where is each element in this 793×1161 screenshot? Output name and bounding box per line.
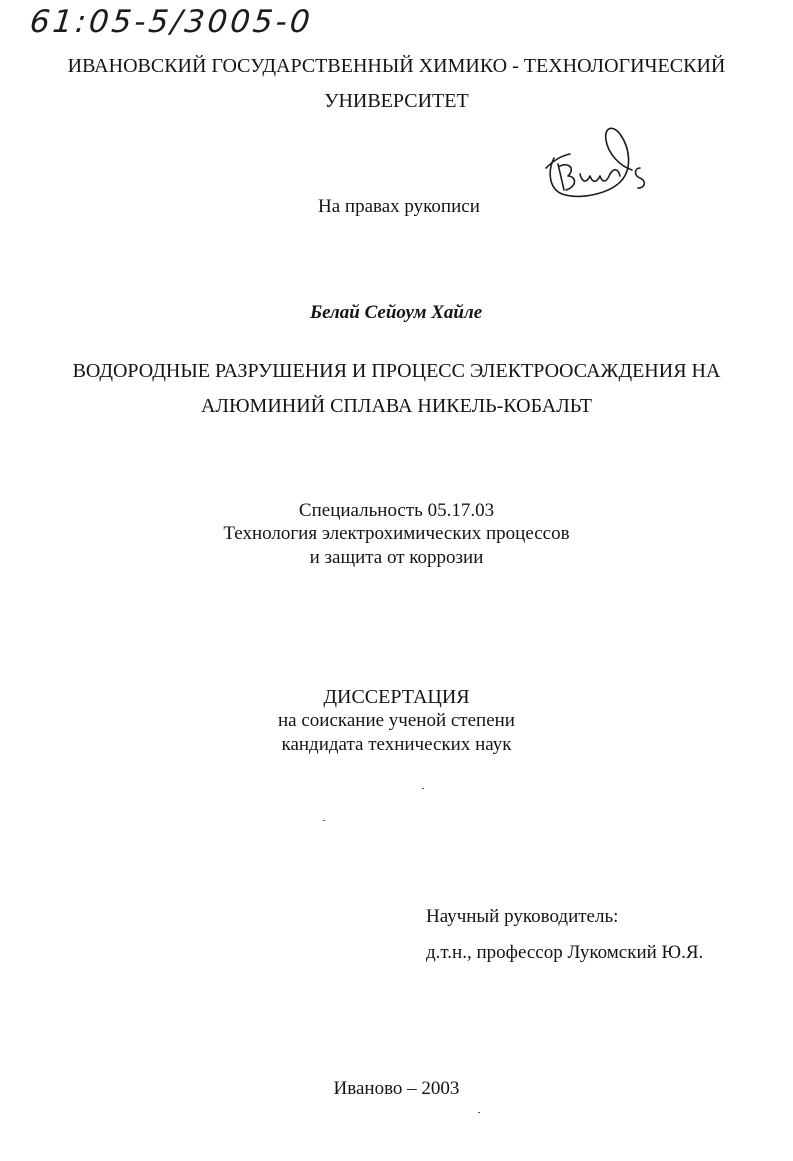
signature [540, 118, 658, 208]
city-year: Иваново – 2003 [333, 1078, 460, 1099]
work-type-field: кандидата технических наук [281, 734, 512, 755]
work-type-label: ДИССЕРТАЦИЯ [323, 686, 470, 708]
institution-line-1: ИВАНОВСКИЙ ГОСУДАРСТВЕННЫЙ ХИМИКО - ТЕХНОЛОГИЧЕСКИЙ [67, 55, 726, 77]
specialty-code: Специальность 05.17.03 [298, 500, 495, 521]
manuscript-note: На правах рукописи [318, 196, 480, 217]
archive-code: 61:05-5/3005-0 [28, 4, 315, 40]
author-name: Белай Сейоум Хайле [310, 302, 483, 323]
title-line-1: ВОДОРОДНЫЕ РАЗРУШЕНИЯ И ПРОЦЕСС ЭЛЕКТРООСАЖДЕНИЯ НА [72, 360, 721, 382]
supervisor-label: Научный руководитель: [426, 906, 619, 927]
scan-speck [323, 820, 325, 821]
supervisor-name: д.т.н., профессор Лукомский Ю.Я. [426, 942, 704, 963]
specialty-name-cont: и защита от коррозии [309, 547, 484, 568]
institution-line-2: УНИВЕРСИТЕТ [324, 90, 469, 112]
work-type-degree: на соискание ученой степени [278, 710, 515, 731]
scan-speck [478, 1112, 480, 1113]
specialty-name: Технология электрохимических процессов [223, 523, 570, 544]
title-line-2: АЛЮМИНИЙ СПЛАВА НИКЕЛЬ-КОБАЛЬТ [200, 395, 593, 417]
scan-speck [422, 788, 424, 789]
